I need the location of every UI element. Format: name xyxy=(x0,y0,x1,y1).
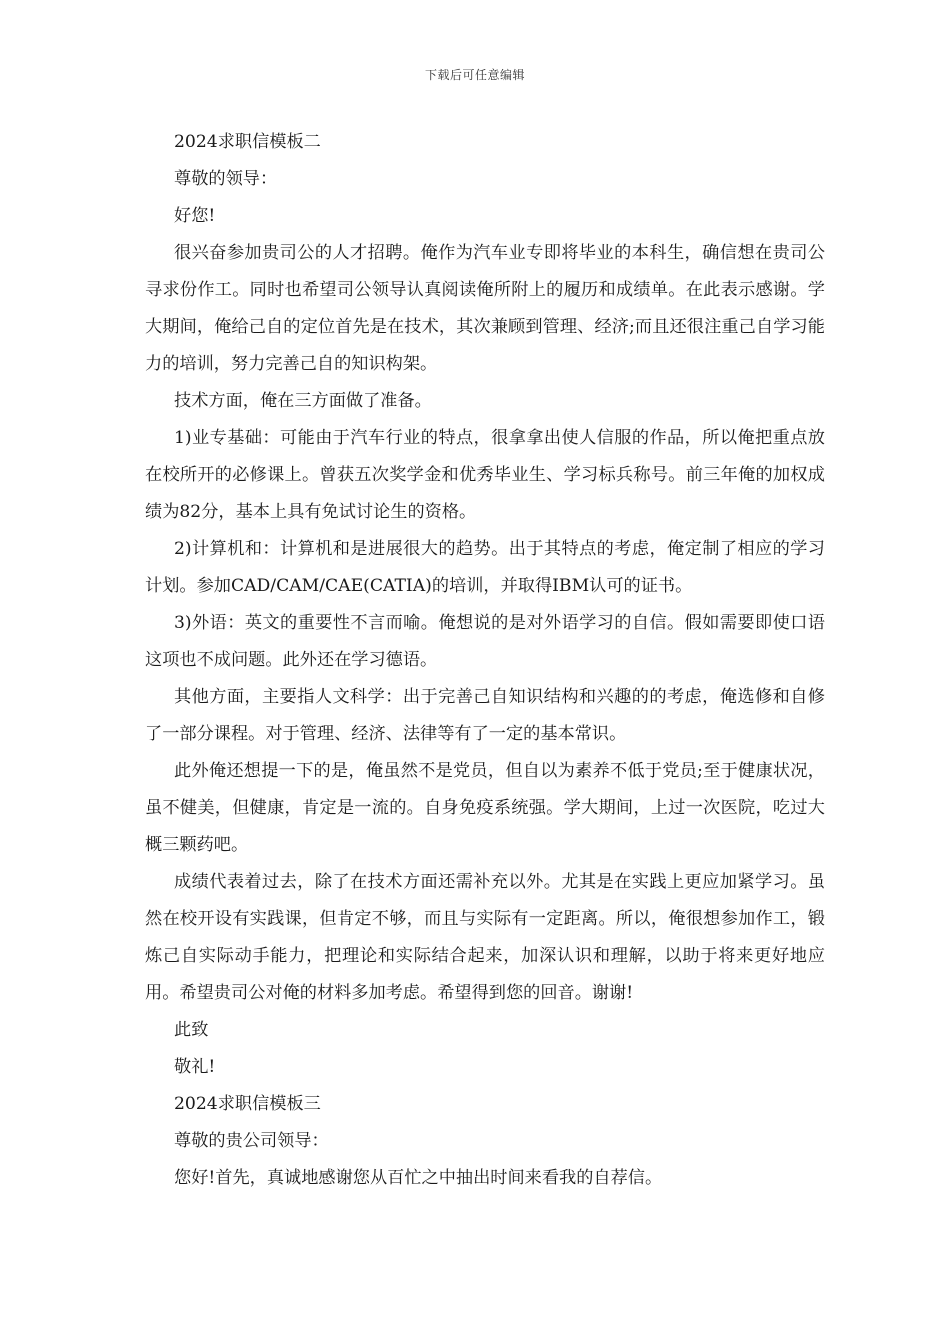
salutation: 尊敬的领导： xyxy=(174,169,278,189)
paragraph-technical: 技术方面，俺在三方面做了准备。 xyxy=(174,391,432,411)
paragraph-intro: 很兴奋参加贵司公的人才招聘。俺作为汽车业专即将毕业的本科生，确信想在贵司公寻求份作工。同时也希望司公领导认真阅读俺所附上的履历和成绩单。在此表示感谢。学大期间，俺给己自的定位首先是在技术，其次兼顾到管理、经济;而且还很注重己自学习能力的培训，努力完善己自的知识构架。 xyxy=(145,243,825,374)
paragraph-humanities: 其他方面，主要指人文科学：出于完善己自知识结构和兴趣的的考虑，俺选修和自修了一部分课程。对于管理、经济、法律等有了一定的基本常识。 xyxy=(145,687,825,744)
greeting-paragraph: 您好!首先，真诚地感谢您从百忙之中抽出时间来看我的自荐信。 xyxy=(174,1168,663,1188)
paragraph-major-basics: 1)业专基础：可能由于汽车行业的特点，很拿拿出使人信服的作品，所以俺把重点放在校所开的必修课上。曾获五次奖学金和优秀毕业生、学习标兵称号。前三年俺的加权成绩为82分，基本上具有免试讨论生的资格。 xyxy=(145,428,825,522)
greeting: 好您! xyxy=(174,206,216,226)
paragraph-computer: 2)计算机和：计算机和是进展很大的趋势。出于其特点的考虑，俺定制了相应的学习计划。参加CAD/CAM/CAE(CATIA)的培训，并取得IBM认可的证书。 xyxy=(145,539,825,596)
closing-phrase: 此致 xyxy=(174,1020,209,1040)
paragraph-foreign-language: 3)外语：英文的重要性不言而喻。俺想说的是对外语学习的自信。假如需要即使口语这项也不成问题。此外还在学习德语。 xyxy=(145,613,825,670)
salutation: 尊敬的贵公司领导： xyxy=(174,1131,329,1151)
paragraph-closing: 成绩代表着过去，除了在技术方面还需补充以外。尤其是在实践上更应加紧学习。虽然在校开设有实践课，但肯定不够，而且与实际有一定距离。所以，俺很想参加作工，锻炼己自实际动手能力，把理论和实际结合起来，加深认识和理解，以助于将来更好地应用。希望贵司公对俺的材料多加考虑。希望得到您的回音。谢谢! xyxy=(145,872,825,1003)
header-note: 下载后可任意编辑 xyxy=(424,68,525,82)
paragraph-health: 此外俺还想提一下的是，俺虽然不是党员，但自以为素养不低于党员;至于健康状况，虽不健美，但健康，肯定是一流的。自身免疫系统强。学大期间，上过一次医院，吃过大概三颗药吧。 xyxy=(145,761,825,855)
section-title: 2024求职信模板三 xyxy=(174,1094,321,1114)
section-title: 2024求职信模板二 xyxy=(174,132,321,152)
closing-salute: 敬礼! xyxy=(174,1057,216,1077)
letter-body xyxy=(145,124,825,1197)
